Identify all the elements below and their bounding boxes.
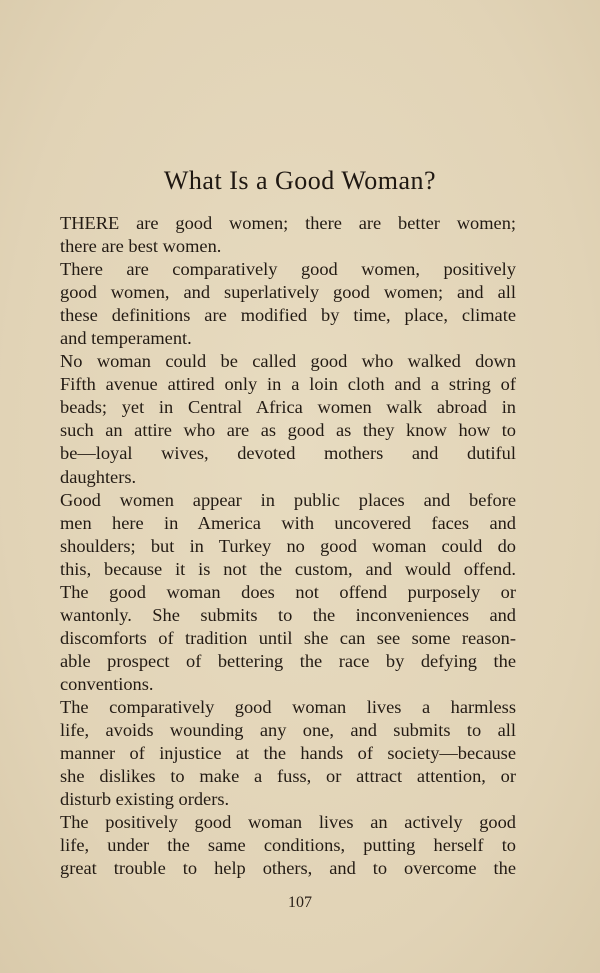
text-line: Good women appear in public places and before [60,489,516,510]
text-line: life, under the same conditions, putting herself to [60,835,516,856]
body-text [60,212,516,880]
text-line: great trouble to help others, and to overcome the [60,858,516,879]
text-line: shoulders; but in Turkey no good woman could do [60,535,516,556]
text-line: and temperament. [60,328,192,349]
text-line: this, because it is not the custom, and would offend. [60,558,516,579]
text-line: life, avoids wounding any one, and submits to all [60,720,516,741]
text-line: good women, and superlatively good women; and all [60,282,516,303]
text-line: Fifth avenue attired only in a loin cloth and a string of [60,374,516,395]
text-line: such an attire who are as good as they know how to [60,420,516,441]
text-line: be—loyal wives, devoted mothers and dutiful [60,443,516,464]
text-line: daughters. [60,466,137,487]
text-line: these definitions are modified by time, place, climate [60,305,516,326]
text-line: There are comparatively good women, positively [60,259,516,280]
text-line: THERE are good women; there are better women; [60,213,516,233]
text-line: The good woman does not offend purposely or [60,581,516,602]
text-line: men here in America with uncovered faces and [60,512,516,533]
text-line: conventions. [60,673,154,694]
page-number: 107 [288,894,312,911]
page-title: What Is a Good Woman? [163,166,437,195]
text-line: No woman could be called good who walked down [60,351,516,372]
text-line: manner of injustice at the hands of society—because [60,743,516,764]
text-line: she dislikes to make a fuss, or attract attention, or [60,766,516,787]
text-line: The positively good woman lives an actively good [60,812,516,833]
text-line: wantonly. She submits to the inconveniences and [60,604,516,625]
text-line: able prospect of bettering the race by defying the [60,650,516,671]
text-line: The comparatively good woman lives a harmless [60,696,516,717]
text-line: there are best women. [60,236,222,257]
text-line: beads; yet in Central Africa women walk abroad in [60,397,516,418]
text-line: disturb existing orders. [60,789,230,810]
text-line: discomforts of tradition until she can see some reason- [60,627,516,648]
